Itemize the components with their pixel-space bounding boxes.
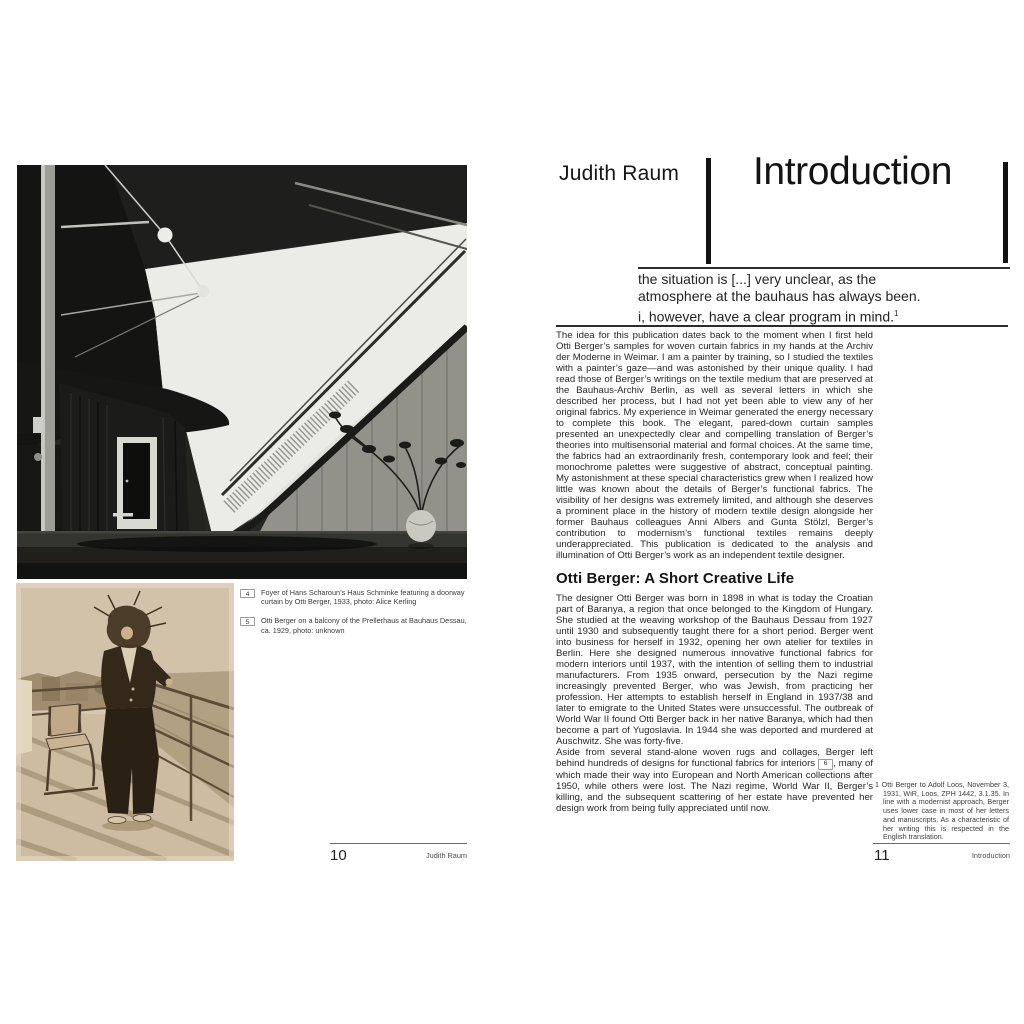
figure-number-box: 4 <box>240 589 255 599</box>
header-divider-bar-right <box>1003 162 1008 263</box>
page-number-right: 11 <box>874 847 890 864</box>
architecture-photo <box>17 165 467 579</box>
footnote-reference: 1 <box>894 309 899 318</box>
footnote-number: 1 <box>875 780 879 789</box>
caption-block <box>240 588 468 645</box>
footer-rule-left <box>330 843 467 844</box>
running-title-right: Introduction <box>971 851 1010 860</box>
epigraph-rule-top <box>638 267 1010 269</box>
epigraph-line: the situation is [...] very unclear, as the <box>638 271 877 287</box>
architecture-photo-svg <box>17 165 467 579</box>
balcony-photo-svg <box>16 583 234 861</box>
epigraph-line: atmosphere at the bauhaus has always been. <box>638 288 921 304</box>
caption-4 <box>240 588 468 606</box>
chapter-title: Introduction <box>753 150 952 193</box>
epigraph-rule-bottom <box>556 325 1008 327</box>
header-divider-bar-left <box>706 158 711 264</box>
epigraph-line: i, however, have a clear program in mind.$^1$ <box>638 308 899 325</box>
body-text-column <box>556 330 873 814</box>
figure-reference-box: 6 <box>818 759 833 770</box>
running-title-left: Judith Raum <box>426 851 467 860</box>
footnote-text: Otti Berger to Adolf Loos, November 3, 1931, WiR, Loos, ZPH 1442, 3.1.35. In line with a modernist approach, Berger uses lower case in most of her letters and manuscripts. As a characteristic of her writing this is respected in the English translation. <box>881 780 1010 842</box>
footer-rule-right <box>873 843 1010 844</box>
epigraph <box>638 271 1010 326</box>
figure-number-box: 5 <box>240 617 255 627</box>
section-heading: Otti Berger: A Short Creative Life <box>556 570 795 587</box>
body-paragraph-3: Aside from several stand-alone woven rugs and collages, Berger left behind hundreds of designs for functional fabrics for interiors 6 , many of which made their way into European and North American collections after 1950, while others were lost. The Nazi regime, World War II, Berger’s killing, and the subsequent scattering of her estate have prevented her design work from being fully appreciated until now. <box>556 747 873 814</box>
author-name: Judith Raum <box>559 162 680 185</box>
page-number-left: 10 <box>330 847 347 864</box>
caption-5 <box>240 616 468 634</box>
caption-text: Otti Berger on a balcony of the Prellerhaus at Bauhaus Dessau, ca. 1929, photo: unknown <box>261 616 467 635</box>
footnote-1 <box>875 781 1009 842</box>
footnote-column <box>875 781 1009 842</box>
body-paragraph-1: The idea for this publication dates back to the moment when I first held Otti Berger’s samples for woven curtain fabrics in my hands at the Archiv der Moderne in Weimar. I am a painter by training, so I studied the textiles with a painter’s gaze—and was astonished by their unique quality. I had read those of Berger’s writings on the textile medium that are preserved at the Bauhaus-Archiv Berlin, as well as several letters in which she described her process, but I had not yet been able to view any of her original fabrics. My experience in Weimar generated the energy necessary to complete this book. The elegant, pared-down curtain samples presented an unexpectedly clear and compelling translation of Berger’s theories into multisensorial material and formal choices. At the same time, the fabrics had an extraordinarily fresh, contemporary look and feel; their monochrome palettes were suggestive of abstract, conceptual painting. My astonishment at these special characteristics grew when I realized how little was known about the details of Berger’s functional fabrics. The visibility of her designs was extremely limited, and although she deserves a prominent place in the history of modern textile design alongside her former Bauhaus colleagues Anni Albers and Gunta Stölzl, Berger’s contribution to modernism’s functional textiles remains deeply underappreciated. This publication is dedicated to the analysis and illumination of Otti Berger’s work as an independent textile designer. <box>556 330 873 561</box>
balcony-photo <box>16 583 234 861</box>
body-paragraph-2: The designer Otti Berger was born in 1898 in what is today the Croatian part of Baranya, a region that once belonged to the Kingdom of Hungary. She studied at the weaving workshop of the Bauhaus Dessau from 1927 until 1930 and subsequently taught there for a short period. Berger went into business for herself in 1932, opening her own atelier for textiles in Berlin. Here she designed numerous innovative functional fabrics for modern interiors until 1937, with the intention of selling them to industrial manufacturers. From 1935 onward, persecution by the Nazi regime increasingly prevented Berger, who was Jewish, from practicing her profession. Her attempts to establish herself in England in 1937/38 and later to emigrate to the United States were unsuccessful. The outbreak of World War II found Otti Berger back in her native Baranya, which had then become a part of Yugoslavia. In 1944 she was deported and murdered at Auschwitz. She was forty-five. <box>556 593 873 747</box>
caption-text: Foyer of Hans Scharoun’s Haus Schminke featuring a doorway curtain by Otti Berger, 1933, photo: Alice Kerling <box>261 588 465 607</box>
